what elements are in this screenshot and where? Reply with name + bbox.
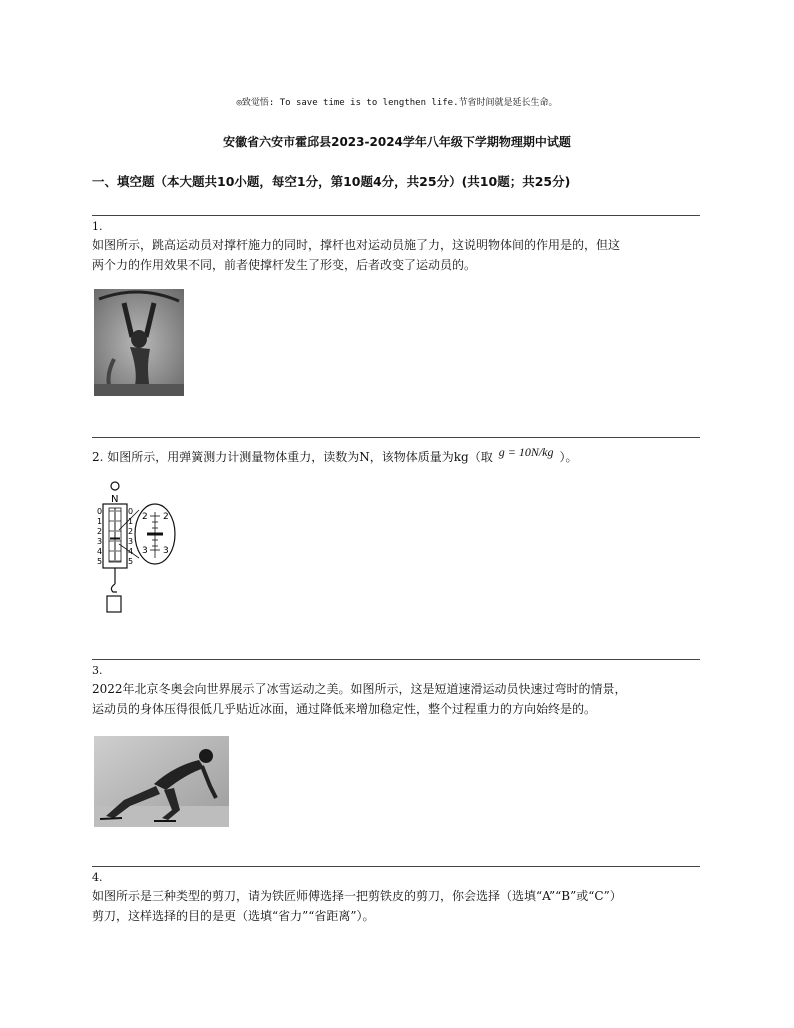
divider-rule xyxy=(92,437,700,438)
question-text xyxy=(92,235,704,275)
scale-tick-label: 4 xyxy=(128,547,134,556)
question-line: 运动员的身体压得很低几乎贴近冰面，通过降低来增加稳定性，整个过程重力的方向始终是的。 xyxy=(92,702,597,716)
question-number: 3. xyxy=(92,664,103,677)
scale-tick-label: 3 xyxy=(97,537,103,546)
zoom-tick-label: 2 xyxy=(142,512,148,522)
pole-vault-photo xyxy=(94,289,184,396)
scale-tick-label: 1 xyxy=(128,517,134,526)
question-number: 1. xyxy=(92,220,103,233)
question-line: 剪刀，这样选择的目的是更（选填“省力”“省距离”）。 xyxy=(92,909,375,923)
question-line: 如图所示是三种类型的剪刀，请为铁匠师傅选择一把剪铁皮的剪刀，你会选择（选填“A”“B”或“C”） xyxy=(92,889,622,903)
divider-rule xyxy=(92,215,700,216)
scale-tick-label: 3 xyxy=(128,537,134,546)
scale-tick-label: 2 xyxy=(128,527,134,536)
question-number: 4. xyxy=(92,871,103,884)
scale-tick-label: 0 xyxy=(128,507,134,516)
question-text xyxy=(92,447,704,467)
spring-scale-figure xyxy=(95,480,195,616)
question-text-after: ）。 xyxy=(559,450,578,464)
document-title: 安徽省六安市霍邱县2023-2024学年八年级下学期物理期中试题 xyxy=(223,135,571,149)
zoom-tick-label: 3 xyxy=(163,546,169,556)
scale-unit-label: N xyxy=(111,494,119,505)
question-line: 如图所示，跳高运动员对撑杆施力的同时，撑杆也对运动员施了力，这说明物体间的作用是的，但这 xyxy=(92,238,621,252)
gravity-formula: g = 10N/kg xyxy=(498,445,554,459)
zoom-tick-label: 2 xyxy=(163,512,169,522)
question-number: 2. xyxy=(92,450,104,464)
divider-rule xyxy=(92,659,700,660)
scale-tick-label: 4 xyxy=(97,547,103,556)
motto: ◎致觉悟: To save time is to lengthen life.节省时间就是延长生命。 xyxy=(236,98,558,108)
speed-skater-photo xyxy=(94,736,229,827)
zoom-tick-label: 3 xyxy=(142,546,148,556)
scale-tick-label: 1 xyxy=(97,517,103,526)
question-text xyxy=(92,886,704,926)
divider-rule xyxy=(92,866,700,867)
scale-tick-label: 5 xyxy=(97,557,103,566)
scale-tick-label: 5 xyxy=(128,557,134,566)
question-text-before: 如图所示，用弹簧测力计测量物体重力，读数为N，该物体质量为kg（取 xyxy=(107,450,493,464)
scale-tick-label: 2 xyxy=(97,527,103,536)
scale-tick-label: 0 xyxy=(97,507,103,516)
question-text xyxy=(92,679,704,719)
section-heading: 一、填空题（本大题共10小题，每空1分，第10题4分，共25分）(共10题；共25分) xyxy=(92,174,571,189)
question-line: 2022年北京冬奥会向世界展示了冰雪运动之美。如图所示，这是短道速滑运动员快速过弯时的情景， xyxy=(92,682,627,696)
question-line: 两个力的作用效果不同，前者使撑杆发生了形变，后者改变了运动员的。 xyxy=(92,258,477,272)
